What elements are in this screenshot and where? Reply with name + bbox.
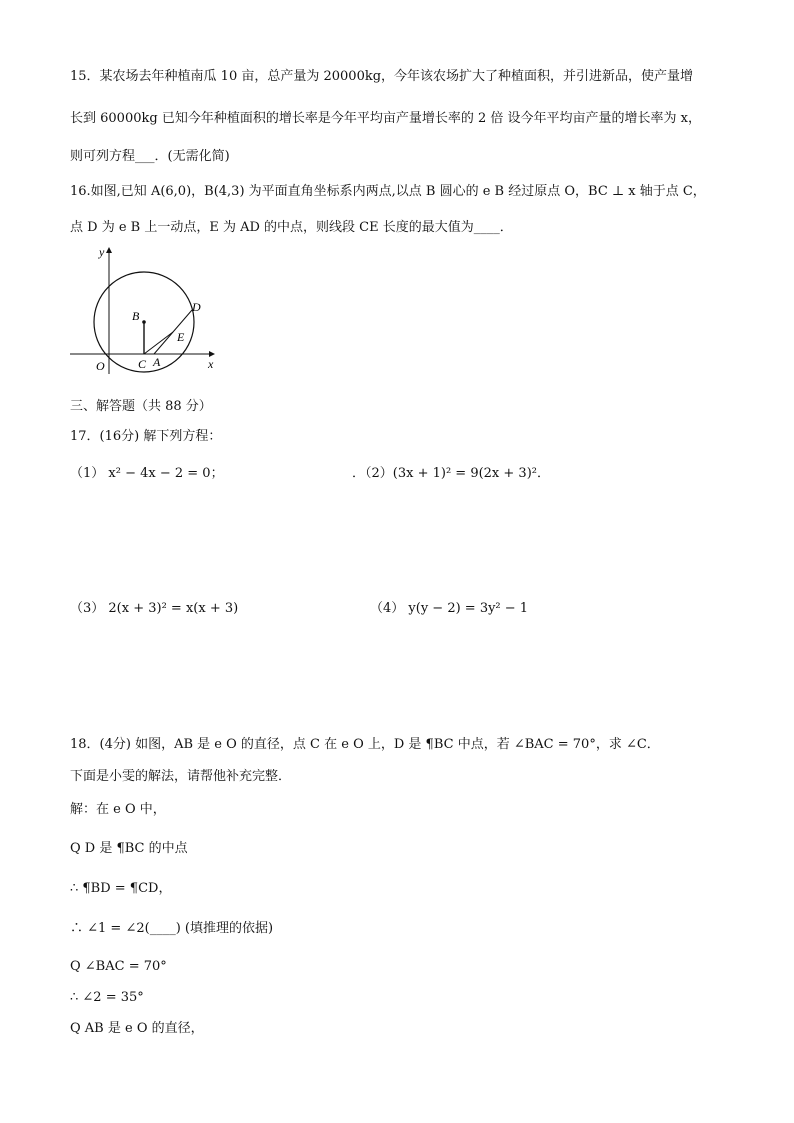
label-y: y xyxy=(99,245,105,259)
label-o: O xyxy=(96,359,105,373)
q17-part4: （4） y(y − 2) = 3y² − 1 xyxy=(370,601,529,616)
q18-step: Q AB 是 e O 的直径， xyxy=(70,1021,204,1036)
label-c: C xyxy=(138,357,147,371)
q18-step: ∴ ¶BD = ¶CD， xyxy=(70,881,172,896)
q15-line1: 15．某农场去年种植南瓜 10 亩，总产量为 20000kg，今年该农场扩大了种植面积，并引进新品，使产量增 xyxy=(70,69,694,84)
q18-step: ∴ ∠1 = ∠2(____) (填推理的依据) xyxy=(70,921,274,936)
q15-line3: 则可列方程___．(无需化简) xyxy=(70,149,230,164)
q18-step: ∴ ∠2 = 35° xyxy=(70,990,144,1005)
q18-step: Q ∠BAC = 70° xyxy=(70,959,167,974)
q17-part3: （3） 2(x + 3)² = x(x + 3) xyxy=(70,601,239,616)
q16-figure xyxy=(66,244,226,380)
segment-ce xyxy=(144,332,173,354)
q18-intro: 下面是小雯的解法，请帮他补充完整． xyxy=(70,769,292,784)
label-x: x xyxy=(208,357,214,371)
q18-title: 18．(4分) 如图，AB 是 e O 的直径，点 C 在 e O 上，D 是 ¶BC 中点，若 ∠BAC = 70°，求 ∠C． xyxy=(70,737,660,752)
section-3-title: 三、解答题（共 88 分） xyxy=(70,399,212,414)
q17-part2: ．（2）(3x + 1)² = 9(2x + 3)²． xyxy=(352,466,550,481)
label-b: B xyxy=(132,309,140,323)
q15-line2: 长到 60000kg 已知今年种植面积的增长率是今年平均亩产量增长率的 2 倍 设今年平均亩产量的增长率为 x， xyxy=(70,111,701,126)
q17-part1: （1） x² − 4x − 2 = 0； xyxy=(70,466,224,481)
q16-line1: 16.如图,已知 A(6,0)，B(4,3) 为平面直角坐标系内两点,以点 B 圆心的 e B 经过原点 O，BC ⊥ x 轴于点 C， xyxy=(70,184,706,199)
point-b xyxy=(142,320,146,324)
q18-step: 解：在 e O 中， xyxy=(70,802,166,817)
q17-title: 17．(16分) 解下列方程： xyxy=(70,429,222,444)
q16-line2: 点 D 为 e B 上一动点，E 为 AD 的中点，则线段 CE 长度的最大值为____． xyxy=(70,220,513,235)
q18-step: Q D 是 ¶BC 的中点 xyxy=(70,841,188,856)
label-a: A xyxy=(153,355,161,369)
label-d: D xyxy=(192,300,201,314)
label-e: E xyxy=(177,330,185,344)
